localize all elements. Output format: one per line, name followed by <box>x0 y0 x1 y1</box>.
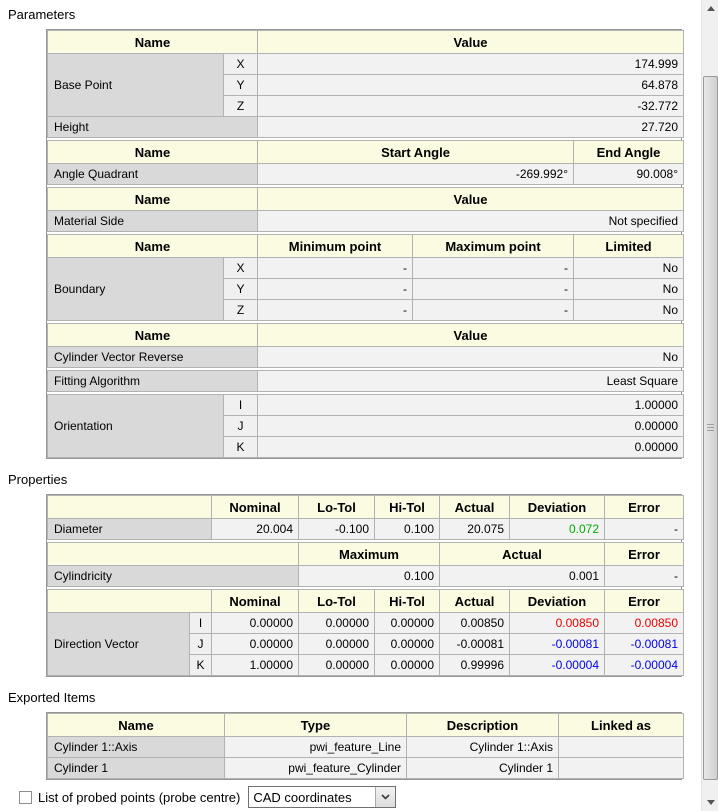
table-row <box>48 371 684 392</box>
triangle-down-icon <box>707 800 715 805</box>
column-header-value: Value <box>258 188 684 211</box>
table-row <box>48 117 684 138</box>
actual-value: 0.00850 <box>440 613 510 634</box>
deviation-value: 0.00850 <box>510 613 605 634</box>
item-description: Cylinder 1::Axis <box>407 737 559 758</box>
parameters-section-title: Parameters <box>8 7 76 22</box>
table-row <box>48 164 684 185</box>
properties-section-title: Properties <box>8 472 68 487</box>
scroll-down-button[interactable] <box>702 794 718 811</box>
table-row <box>48 519 684 540</box>
item-name: Cylinder 1 <box>48 758 225 779</box>
axis-label: X <box>224 258 258 279</box>
min-point-value: - <box>258 300 413 321</box>
diameter-table <box>47 495 684 540</box>
value-cell: No <box>258 347 684 368</box>
column-header-name: Name <box>48 714 225 737</box>
table-row <box>48 737 684 758</box>
fitting-algorithm-table <box>47 370 684 392</box>
hi-tol-value: 0.00000 <box>375 655 440 676</box>
table-row <box>48 566 684 587</box>
column-header-start-angle: Start Angle <box>258 141 574 164</box>
error-value: 0.00850 <box>605 613 684 634</box>
nominal-value: 0.00000 <box>212 613 299 634</box>
column-header-name: Name <box>48 31 258 54</box>
cylindricity-label: Cylindricity <box>48 566 299 587</box>
item-linked-as <box>559 758 684 779</box>
column-header-name: Name <box>48 141 258 164</box>
start-angle-value: -269.992° <box>258 164 574 185</box>
column-header-name: Name <box>48 188 258 211</box>
column-header-value: Value <box>258 324 684 347</box>
table-row <box>48 395 684 416</box>
value-cell: 0.00000 <box>258 437 684 458</box>
limited-value: No <box>574 279 684 300</box>
maximum-value: 0.100 <box>299 566 440 587</box>
orientation-table <box>47 394 684 458</box>
actual-value: -0.00081 <box>440 634 510 655</box>
item-name: Cylinder 1::Axis <box>48 737 225 758</box>
min-point-value: - <box>258 258 413 279</box>
column-header-empty <box>48 543 299 566</box>
axis-label: J <box>224 416 258 437</box>
material-side-table <box>47 187 684 232</box>
error-value: -0.00004 <box>605 655 684 676</box>
footer-bar <box>0 784 701 810</box>
deviation-value: -0.00004 <box>510 655 605 676</box>
column-header-name: Name <box>48 235 258 258</box>
axis-label: Y <box>224 279 258 300</box>
column-header-nominal: Nominal <box>212 496 299 519</box>
column-header-error: Error <box>605 496 684 519</box>
triangle-up-icon <box>707 6 715 11</box>
scrollbar-thumb[interactable] <box>703 76 718 780</box>
exported-items-section-title: Exported Items <box>8 690 96 705</box>
column-header-actual: Actual <box>440 590 510 613</box>
axis-label: Y <box>224 75 258 96</box>
column-header-limited: Limited <box>574 235 684 258</box>
coordinates-dropdown[interactable] <box>248 786 396 808</box>
value-cell: 0.00000 <box>258 416 684 437</box>
error-value: - <box>605 519 684 540</box>
hi-tol-value: 0.100 <box>375 519 440 540</box>
nominal-value: 0.00000 <box>212 634 299 655</box>
lo-tol-value: -0.100 <box>299 519 375 540</box>
value-cell: 174.999 <box>258 54 684 75</box>
angle-quadrant-label: Angle Quadrant <box>48 164 258 185</box>
column-header-name: Name <box>48 324 258 347</box>
actual-value: 0.001 <box>440 566 605 587</box>
axis-label: Z <box>224 300 258 321</box>
actual-value: 0.99996 <box>440 655 510 676</box>
axis-label: J <box>190 634 212 655</box>
boundary-table <box>47 234 684 321</box>
table-row <box>48 613 684 634</box>
min-point-value: - <box>258 279 413 300</box>
table-row <box>48 258 684 279</box>
item-description: Cylinder 1 <box>407 758 559 779</box>
vertical-scrollbar[interactable] <box>701 0 718 811</box>
table-row <box>48 758 684 779</box>
deviation-value: 0.072 <box>510 519 605 540</box>
base-point-label: Base Point <box>48 54 224 117</box>
column-header-deviation: Deviation <box>510 590 605 613</box>
hi-tol-value: 0.00000 <box>375 613 440 634</box>
cylinder-vector-reverse-table <box>47 323 684 368</box>
value-cell: Least Square <box>258 371 684 392</box>
item-linked-as <box>559 737 684 758</box>
material-side-label: Material Side <box>48 211 258 232</box>
axis-label: K <box>224 437 258 458</box>
axis-label: I <box>190 613 212 634</box>
column-header-hi-tol: Hi-Tol <box>375 496 440 519</box>
value-cell: 1.00000 <box>258 395 684 416</box>
direction-vector-table <box>47 589 684 676</box>
column-header-empty <box>48 590 212 613</box>
column-header-actual: Actual <box>440 496 510 519</box>
item-type: pwi_feature_Cylinder <box>225 758 407 779</box>
max-point-value: - <box>413 279 574 300</box>
lo-tol-value: 0.00000 <box>299 655 375 676</box>
column-header-minimum-point: Minimum point <box>258 235 413 258</box>
axis-label: K <box>190 655 212 676</box>
column-header-lo-tol: Lo-Tol <box>299 496 375 519</box>
limited-value: No <box>574 300 684 321</box>
properties-table-group <box>46 494 682 677</box>
cylindricity-table <box>47 542 684 587</box>
max-point-value: - <box>413 300 574 321</box>
scroll-up-button[interactable] <box>702 0 718 17</box>
direction-vector-label: Direction Vector <box>48 613 190 676</box>
probed-points-checkbox-label: List of probed points (probe centre) <box>38 789 241 805</box>
column-header-hi-tol: Hi-Tol <box>375 590 440 613</box>
height-label: Height <box>48 117 258 138</box>
value-cell: 64.878 <box>258 75 684 96</box>
lo-tol-value: 0.00000 <box>299 613 375 634</box>
exported-items-table-group <box>46 712 682 780</box>
axis-label: Z <box>224 96 258 117</box>
column-header-value: Value <box>258 31 684 54</box>
value-cell: 27.720 <box>258 117 684 138</box>
column-header-error: Error <box>605 543 684 566</box>
exported-items-table <box>47 713 684 779</box>
value-cell: -32.772 <box>258 96 684 117</box>
table-row <box>48 211 684 232</box>
value-cell: Not specified <box>258 211 684 232</box>
table-row <box>48 347 684 368</box>
coordinates-dropdown-value: CAD coordinates <box>253 789 352 805</box>
column-header-nominal: Nominal <box>212 590 299 613</box>
chevron-down-icon[interactable] <box>375 787 395 807</box>
diameter-label: Diameter <box>48 519 212 540</box>
base-point-height-table <box>47 30 684 138</box>
error-value: - <box>605 566 684 587</box>
column-header-end-angle: End Angle <box>574 141 684 164</box>
fitting-algorithm-label: Fitting Algorithm <box>48 371 258 392</box>
end-angle-value: 90.008° <box>574 164 684 185</box>
orientation-label: Orientation <box>48 395 224 458</box>
probed-points-checkbox[interactable] <box>19 791 32 804</box>
column-header-maximum: Maximum <box>299 543 440 566</box>
axis-label: X <box>224 54 258 75</box>
column-header-linked-as: Linked as <box>559 714 684 737</box>
column-header-empty <box>48 496 212 519</box>
cylinder-vector-reverse-label: Cylinder Vector Reverse <box>48 347 258 368</box>
column-header-error: Error <box>605 590 684 613</box>
deviation-value: -0.00081 <box>510 634 605 655</box>
hi-tol-value: 0.00000 <box>375 634 440 655</box>
column-header-actual: Actual <box>440 543 605 566</box>
column-header-lo-tol: Lo-Tol <box>299 590 375 613</box>
column-header-description: Description <box>407 714 559 737</box>
actual-value: 20.075 <box>440 519 510 540</box>
nominal-value: 1.00000 <box>212 655 299 676</box>
parameters-table-group <box>46 29 682 459</box>
scrollbar-grip-icon <box>707 424 714 432</box>
axis-label: I <box>224 395 258 416</box>
limited-value: No <box>574 258 684 279</box>
angle-quadrant-table <box>47 140 684 185</box>
item-type: pwi_feature_Line <box>225 737 407 758</box>
column-header-type: Type <box>225 714 407 737</box>
lo-tol-value: 0.00000 <box>299 634 375 655</box>
column-header-deviation: Deviation <box>510 496 605 519</box>
column-header-maximum-point: Maximum point <box>413 235 574 258</box>
nominal-value: 20.004 <box>212 519 299 540</box>
max-point-value: - <box>413 258 574 279</box>
error-value: -0.00081 <box>605 634 684 655</box>
table-row <box>48 54 684 75</box>
boundary-label: Boundary <box>48 258 224 321</box>
